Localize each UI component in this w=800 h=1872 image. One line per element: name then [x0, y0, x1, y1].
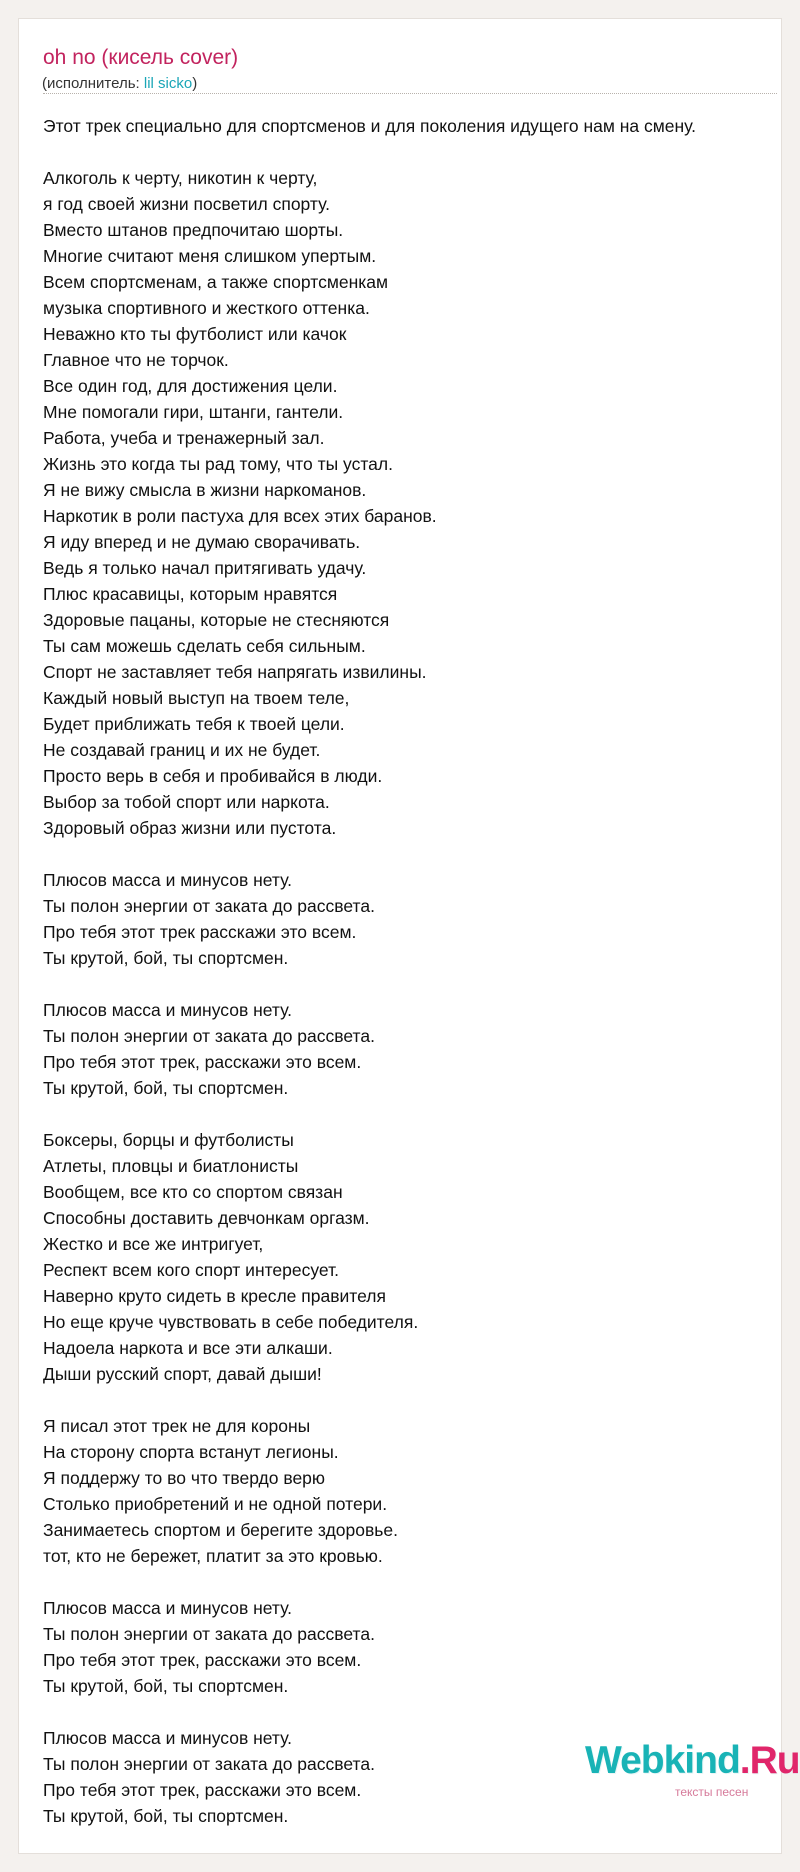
lyric-line: Жестко и все же интригует,	[43, 1234, 264, 1254]
lyric-line: Здоровые пацаны, которые не стесняются	[43, 610, 390, 630]
lyric-line: Респект всем кого спорт интересует.	[43, 1260, 340, 1280]
lyric-line: Я иду вперед и не думаю сворачивать.	[43, 532, 361, 552]
lyric-line: Я поддержу то во что твердо верю	[43, 1468, 326, 1488]
lyric-line: Я не вижу смысла в жизни наркоманов.	[43, 480, 367, 500]
lyric-line: Спорт не заставляет тебя напрягать извилины.	[43, 662, 427, 682]
lyrics-stanza	[43, 1413, 783, 1569]
lyric-line: Жизнь это когда ты рад тому, что ты устал.	[43, 454, 393, 474]
lyrics-card	[18, 18, 800, 1854]
lyric-line: Вообщем, все кто со спортом связан	[43, 1182, 343, 1202]
lyrics-body	[43, 113, 783, 1855]
logo-wordmark	[585, 1739, 800, 1783]
lyric-line: Ведь я только начал притягивать удачу.	[43, 558, 367, 578]
song-title: oh no (кисель cover)	[43, 46, 239, 69]
lyrics-stanza	[43, 867, 783, 971]
lyric-line: Ты сам можешь сделать себя сильным.	[43, 636, 366, 656]
lyric-line: Плюс красавицы, которым нравятся	[43, 584, 338, 604]
lyric-line: Про тебя этот трек, расскажи это всем.	[43, 1650, 362, 1670]
lyric-line: Неважно кто ты футболист или качок	[43, 324, 347, 344]
lyrics-stanza	[43, 113, 783, 139]
lyric-line: Наркотик в роли пастуха для всех этих баранов.	[43, 506, 437, 526]
artist-line	[42, 75, 197, 92]
lyric-line: Ты полон энергии от заката до рассвета.	[43, 1754, 375, 1774]
lyric-line: Все один год, для достижения цели.	[43, 376, 338, 396]
artist-link[interactable]: lil sicko	[143, 75, 193, 92]
lyric-line: Будет приближать тебя к твоей цели.	[43, 714, 345, 734]
lyric-line: Этот трек специально для спортсменов и для поколения идущего нам на смену.	[43, 116, 697, 136]
lyric-line: Алкоголь к черту, никотин к черту,	[43, 168, 318, 188]
lyric-line: Многие считают меня слишком упертым.	[43, 246, 377, 266]
lyric-line: Каждый новый выступ на твоем теле,	[43, 688, 350, 708]
lyric-line: Плюсов масса и минусов нету.	[43, 870, 292, 890]
lyrics-stanza	[43, 997, 783, 1101]
lyric-line: Плюсов масса и минусов нету.	[43, 1728, 292, 1748]
lyric-line: Ты крутой, бой, ты спортсмен.	[43, 948, 289, 968]
lyric-line: Столько приобретений и не одной потери.	[43, 1494, 388, 1514]
artist-prefix: (исполнитель:	[42, 75, 144, 92]
title-divider	[43, 93, 777, 94]
lyric-line: Я писал этот трек не для короны	[43, 1416, 311, 1436]
lyrics-stanza	[43, 1595, 783, 1699]
artist-suffix: )	[192, 75, 198, 92]
lyric-line: Ты полон энергии от заката до рассвета.	[43, 1026, 375, 1046]
lyric-line: Боксеры, борцы и футболисты	[43, 1130, 294, 1150]
lyric-line: Наверно круто сидеть в кресле правителя	[43, 1286, 386, 1306]
lyric-line: Вместо штанов предпочитаю шорты.	[43, 220, 344, 240]
lyric-line: Способны доставить девчонкам оргазм.	[43, 1208, 370, 1228]
lyric-line: Не создавай границ и их не будет.	[43, 740, 321, 760]
lyrics-stanza	[43, 165, 783, 841]
lyric-line: Здоровый образ жизни или пустота.	[43, 818, 337, 838]
lyric-line: Плюсов масса и минусов нету.	[43, 1598, 292, 1618]
lyric-line: тот, кто не бережет, платит за это кровью.	[43, 1546, 383, 1566]
lyric-line: Атлеты, пловцы и биатлонисты	[43, 1156, 299, 1176]
lyric-line: Главное что не торчок.	[43, 350, 229, 370]
lyric-line: Мне помогали гири, штанги, гантели.	[43, 402, 344, 422]
lyric-line: Плюсов масса и минусов нету.	[43, 1000, 292, 1020]
lyric-line: Ты полон энергии от заката до рассвета.	[43, 1624, 375, 1644]
lyric-line: Ты крутой, бой, ты спортсмен.	[43, 1806, 289, 1826]
lyric-line: Надоела наркота и все эти алкаши.	[43, 1338, 333, 1358]
logo-tagline: тексты песен	[675, 1785, 749, 1799]
lyric-line: Про тебя этот трек, расскажи это всем.	[43, 1780, 362, 1800]
lyric-line: Работа, учеба и тренажерный зал.	[43, 428, 325, 448]
lyric-line: Ты полон энергии от заката до рассвета.	[43, 896, 375, 916]
logo-name: Webkind	[585, 1739, 740, 1782]
lyric-line: Ты крутой, бой, ты спортсмен.	[43, 1078, 289, 1098]
lyric-line: я год своей жизни посветил спорту.	[43, 194, 330, 214]
lyric-line: Про тебя этот трек, расскажи это всем.	[43, 1052, 362, 1072]
lyric-line: музыка спортивного и жесткого оттенка.	[43, 298, 370, 318]
lyric-line: Выбор за тобой спорт или наркота.	[43, 792, 330, 812]
lyric-line: На сторону спорта встанут легионы.	[43, 1442, 339, 1462]
logo-tld: .Ru	[739, 1739, 800, 1782]
lyric-line: Просто верь в себя и пробивайся в люди.	[43, 766, 383, 786]
lyric-line: Но еще круче чувствовать в себе победителя.	[43, 1312, 419, 1332]
lyric-line: Про тебя этот трек расскажи это всем.	[43, 922, 357, 942]
lyric-line: Ты крутой, бой, ты спортсмен.	[43, 1676, 289, 1696]
lyric-line: Занимаетесь спортом и берегите здоровье.	[43, 1520, 398, 1540]
lyric-line: Всем спортсменам, а также спортсменкам	[43, 272, 389, 292]
lyric-line: Дыши русский спорт, давай дыши!	[43, 1364, 322, 1384]
site-logo[interactable]	[585, 1739, 800, 1803]
lyrics-stanza	[43, 1127, 783, 1387]
